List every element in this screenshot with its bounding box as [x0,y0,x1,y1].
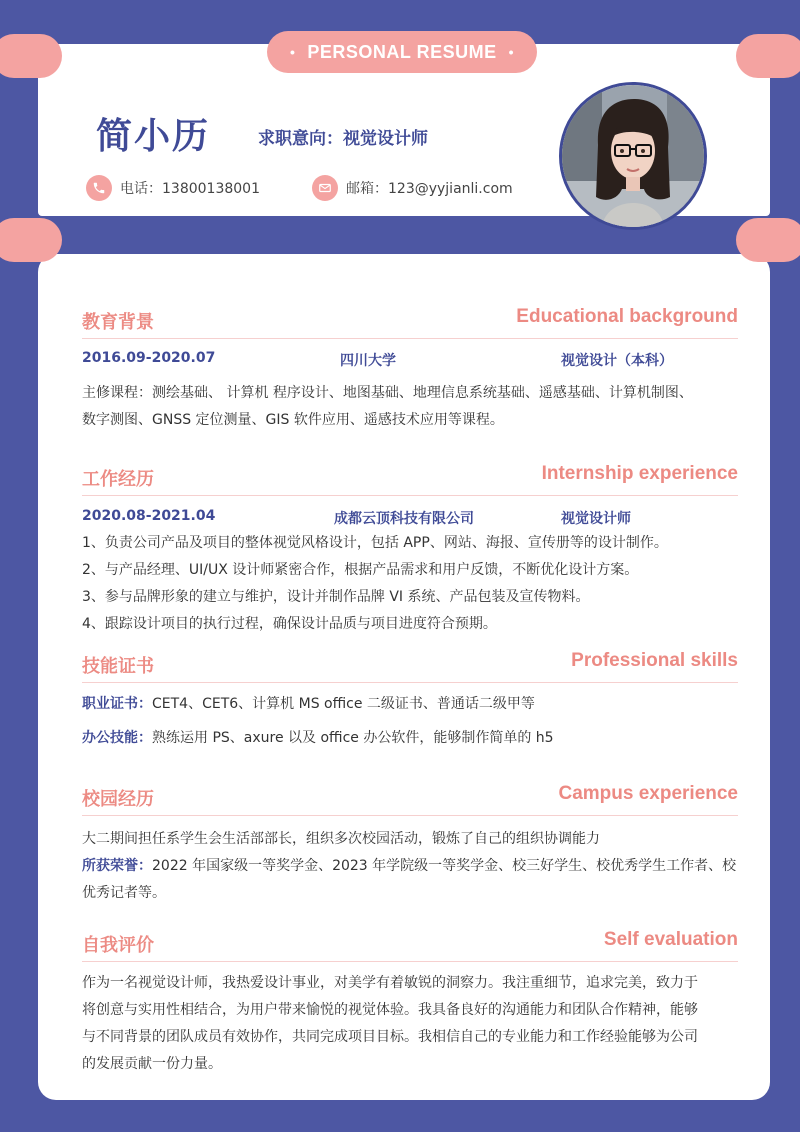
office-label: 办公技能： [82,730,152,746]
email-text: 邮箱：123@yyjianli.com [346,181,513,197]
section-title-en: Campus experience [558,783,738,804]
list-item: 1、负责公司产品及项目的整体视觉风格设计，包括 APP、网站、海报、宣传册等的设计制作。 [82,535,668,551]
self-line: 的发展贡献一份力量。 [82,1056,222,1072]
education-school: 四川大学 [340,353,396,369]
section-title-en: Internship experience [541,463,738,484]
education-period: 2016.09-2020.07 [82,350,216,366]
decor-tab [0,218,62,262]
self-line: 将创意与实用性相结合，为用户带来愉悦的视觉体验。我具备良好的沟通能力和团队合作精神，能够 [82,1002,698,1018]
honor-label: 所获荣誉： [82,858,152,874]
campus-body [82,826,736,907]
phone-text: 电话：13800138001 [120,181,260,197]
section-title-zh: 工作经历 [82,469,154,490]
section-education-header [82,308,738,339]
list-item: 3、参与品牌形象的建立与维护，设计并制作品牌 VI 系统、产品包装及宣传物料。 [82,589,590,605]
section-title-zh: 教育背景 [82,312,154,333]
honor-line-2: 优秀记者等。 [82,885,166,901]
skills-body [82,691,554,752]
work-duties [82,530,668,638]
courses-line: 数字测图、GNSS 定位测量、GIS 软件应用、遥感技术应用等课程。 [82,412,504,428]
email-contact [312,175,513,201]
job-objective: 求职意向：视觉设计师 [258,129,428,149]
list-item: 2、与产品经理、UI/UX 设计师紧密合作，根据产品需求和用户反馈，不断优化设计方案。 [82,562,639,578]
work-role: 视觉设计师 [561,511,631,527]
section-campus-header [82,785,738,816]
office-line [82,725,554,752]
section-title-en: Educational background [516,306,738,327]
section-title-zh: 自我评价 [82,935,154,956]
self-line: 与不同背景的团队成员有效协作，共同完成项目目标。我相信自己的专业能力和工作经验能够为公司 [82,1029,698,1045]
decor-tab [736,218,800,262]
honor-line [82,853,736,880]
self-evaluation-body [82,970,698,1078]
resume-badge: • PERSONAL RESUME • [267,31,537,73]
cert-label: 职业证书： [82,696,152,712]
badge-label: PERSONAL RESUME [307,41,497,62]
phone-icon [86,175,112,201]
office-text: 熟练运用 PS、axure 以及 office 办公软件，能够制作简单的 h5 [152,730,554,746]
section-title-zh: 技能证书 [82,656,154,677]
work-period: 2020.08-2021.04 [82,508,216,524]
education-major: 视觉设计（本科） [561,353,673,369]
section-skills-header [82,652,738,683]
mail-icon [312,175,338,201]
cert-text: CET4、CET6、计算机 MS office 二级证书、普通话二级甲等 [152,696,535,712]
candidate-name: 简小历 [96,116,211,157]
campus-line: 大二期间担任系学生会生活部部长，组织多次校园活动，锻炼了自己的组织协调能力 [82,831,600,847]
decor-tab [0,34,62,78]
phone-contact [86,175,260,201]
section-self-header [82,931,738,962]
self-line: 作为一名视觉设计师，我热爱设计事业，对美学有着敏锐的洞察力。我注重细节，追求完美，致力于 [82,975,698,991]
list-item: 4、跟踪设计项目的执行过程，确保设计品质与项目进度符合预期。 [82,616,497,632]
work-company: 成都云顶科技有限公司 [334,511,474,527]
profile-photo [559,82,707,230]
section-title-zh: 校园经历 [82,789,154,810]
section-title-en: Self evaluation [603,929,738,950]
courses-line: 主修课程：测绘基础、 计算机 程序设计、地图基础、地理信息系统基础、遥感基础、计算机制图、 [82,385,693,401]
honor-text: 2022 年国家级一等奖学金、2023 年学院级一等奖学金、校三好学生、校优秀学生工作者、校 [152,858,737,874]
decor-tab [736,34,800,78]
section-work-header [82,465,738,496]
education-courses [82,380,693,434]
cert-line [82,691,554,718]
section-title-en: Professional skills [571,650,738,671]
